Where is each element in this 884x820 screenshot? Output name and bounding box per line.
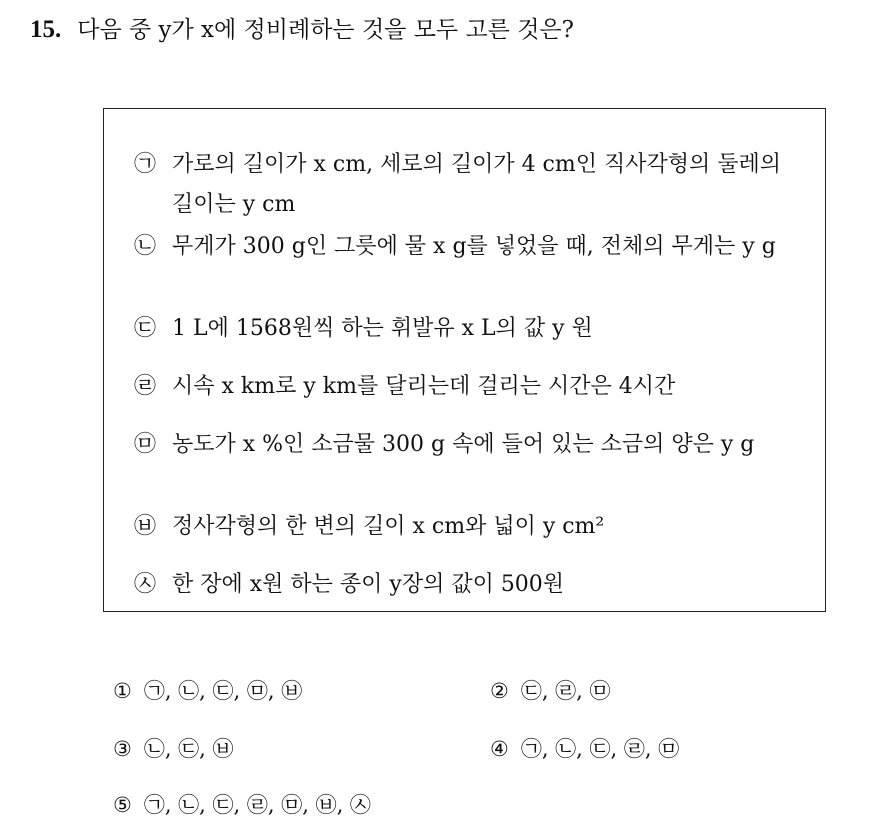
item-mark: ㉦	[134, 572, 157, 597]
question-text: 다음 중 y가 x에 정비례하는 것을 모두 고른 것은?	[77, 17, 574, 43]
answer-choice-1[interactable]	[113, 676, 302, 706]
item-text: 무게가 300 g인 그릇에 물 x g를 넣었을 때, 전체의 무게는 y g	[172, 234, 776, 259]
answer-choice-4[interactable]	[490, 734, 679, 764]
choice-text: ㉠, ㉡, ㉢, ㉣, ㉤, ㉥, ㉦	[143, 793, 371, 817]
item-text: 한 장에 x원 하는 종이 y장의 값이 500원	[172, 572, 565, 597]
item-text: 농도가 x %인 소금물 300 g 속에 들어 있는 소금의 양은 y g	[172, 432, 755, 457]
item-text: 정사각형의 한 변의 길이 x cm와 넓이 y cm²	[172, 514, 605, 539]
choice-number: ⑤	[113, 793, 132, 817]
choice-text: ㉠, ㉡, ㉢, ㉣, ㉤	[520, 737, 680, 761]
condition-item	[134, 227, 805, 267]
item-mark: ㉡	[134, 234, 157, 259]
answer-choice-2[interactable]	[490, 676, 611, 706]
choice-text: ㉢, ㉣, ㉤	[520, 679, 611, 703]
item-mark: ㉥	[134, 514, 157, 539]
condition-item	[134, 309, 805, 349]
answer-choice-3[interactable]	[113, 734, 234, 764]
item-text: 가로의 길이가 x cm, 세로의 길이가 4 cm인 직사각형의 둘레의 길이는 y cm	[172, 152, 781, 217]
question-number: 15.	[30, 16, 62, 43]
choice-text: ㉠, ㉡, ㉢, ㉤, ㉥	[143, 679, 303, 703]
choice-number: ③	[113, 737, 132, 761]
condition-item	[134, 507, 805, 547]
choice-number: ①	[113, 679, 132, 703]
condition-item	[134, 425, 805, 465]
condition-item	[134, 367, 805, 407]
question	[30, 12, 574, 47]
choice-text: ㉡, ㉢, ㉥	[143, 737, 234, 761]
item-text: 시속 x km로 y km를 달리는데 걸리는 시간은 4시간	[172, 374, 676, 399]
item-text: 1 L에 1568원씩 하는 휘발유 x L의 값 y 원	[172, 316, 593, 341]
choice-number: ④	[490, 737, 509, 761]
item-mark: ㉠	[134, 152, 157, 177]
answer-choice-5[interactable]	[113, 790, 371, 820]
item-mark: ㉣	[134, 374, 157, 399]
item-mark: ㉤	[134, 432, 157, 457]
condition-item	[134, 145, 805, 225]
item-mark: ㉢	[134, 316, 157, 341]
condition-box	[103, 108, 826, 612]
condition-item	[134, 565, 805, 605]
choice-number: ②	[490, 679, 509, 703]
